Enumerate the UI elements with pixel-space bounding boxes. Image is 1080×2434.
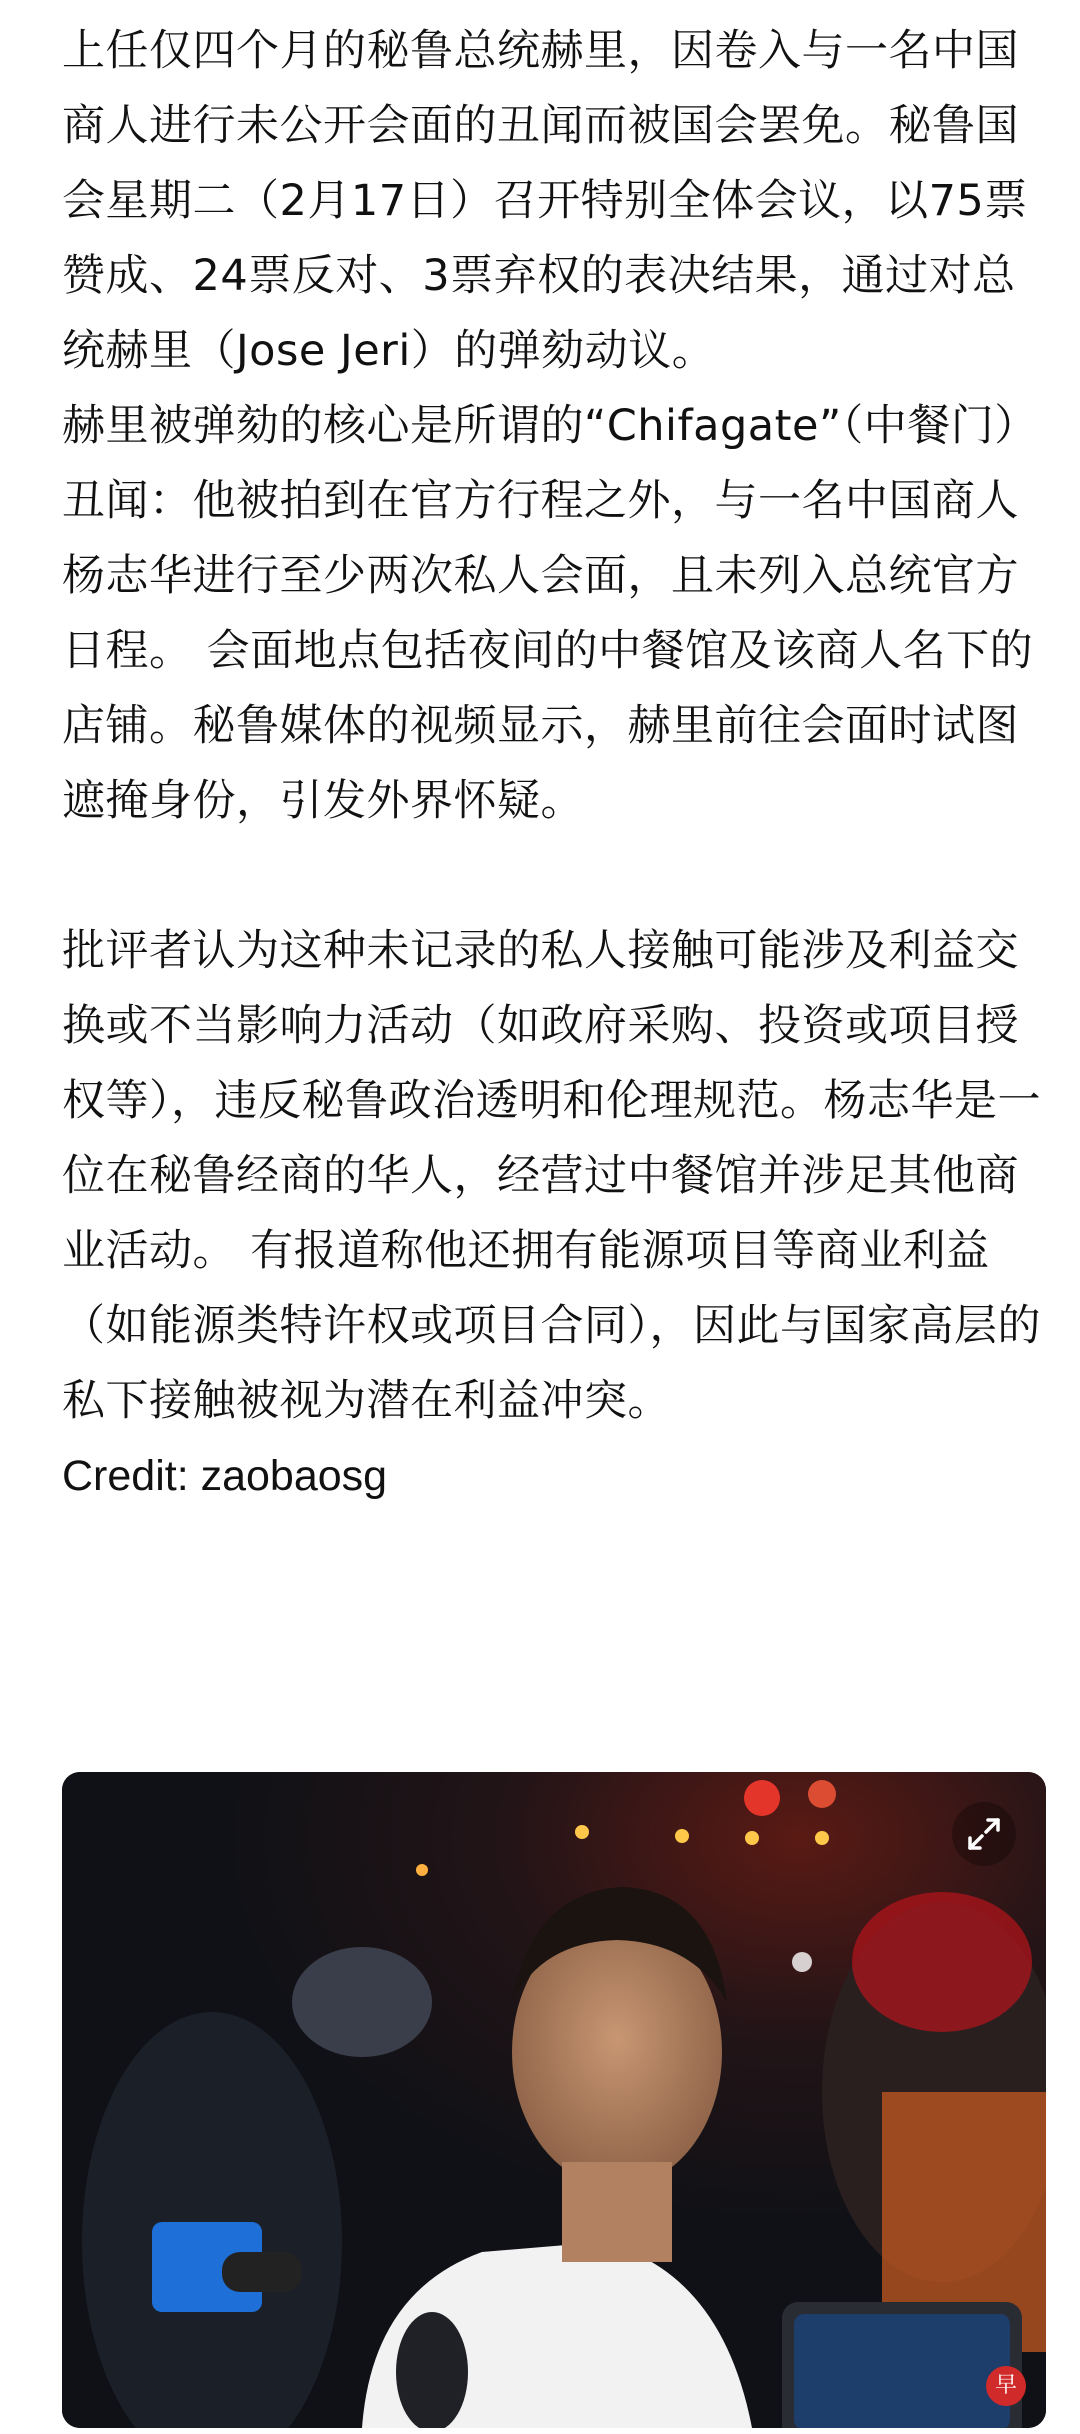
paragraph-spacer xyxy=(62,839,1052,914)
expand-icon xyxy=(964,1814,1004,1854)
post-body xyxy=(62,14,1052,1514)
expand-image-button[interactable] xyxy=(952,1802,1016,1866)
news-photo xyxy=(62,1772,1046,2428)
source-watermark: 早 xyxy=(986,2366,1026,2406)
post-image[interactable] xyxy=(62,1772,1046,2428)
post-credit: Credit: zaobaosg xyxy=(62,1452,388,1500)
post-paragraph-1: 上任仅四个月的秘鲁总统赫里，因卷入与一名中国商人进行未公开会面的丑闻而被国会罢免。秘鲁国会星期二（2月17日）召开特别全体会议，以75票赞成、24票反对、3票弃权的表决结果，通过对总统赫里（Jose Jeri）的弹劾动议。 xyxy=(62,26,1028,376)
post-paragraph-2: 赫里被弹劾的核心是所谓的“Chifagate”（中餐门）丑闻：他被拍到在官方行程之外，与一名中国商人杨志华进行至少两次私人会面，且未列入总统官方日程。 会面地点包括夜间的中餐馆及该商人名下的店铺。秘鲁媒体的视频显示，赫里前往会面时试图遮掩身份，引发外界怀疑。 xyxy=(62,401,1038,826)
post-paragraph-3: 批评者认为这种未记录的私人接触可能涉及利益交换或不当影响力活动（如政府采购、投资或项目授权等），违反秘鲁政治透明和伦理规范。杨志华是一位在秘鲁经商的华人，经营过中餐馆并涉足其他商业活动。 有报道称他还拥有能源项目等商业利益（如能源类特许权或项目合同），因此与国家高层的私下接触被视为潜在利益冲突。 xyxy=(62,926,1041,1426)
